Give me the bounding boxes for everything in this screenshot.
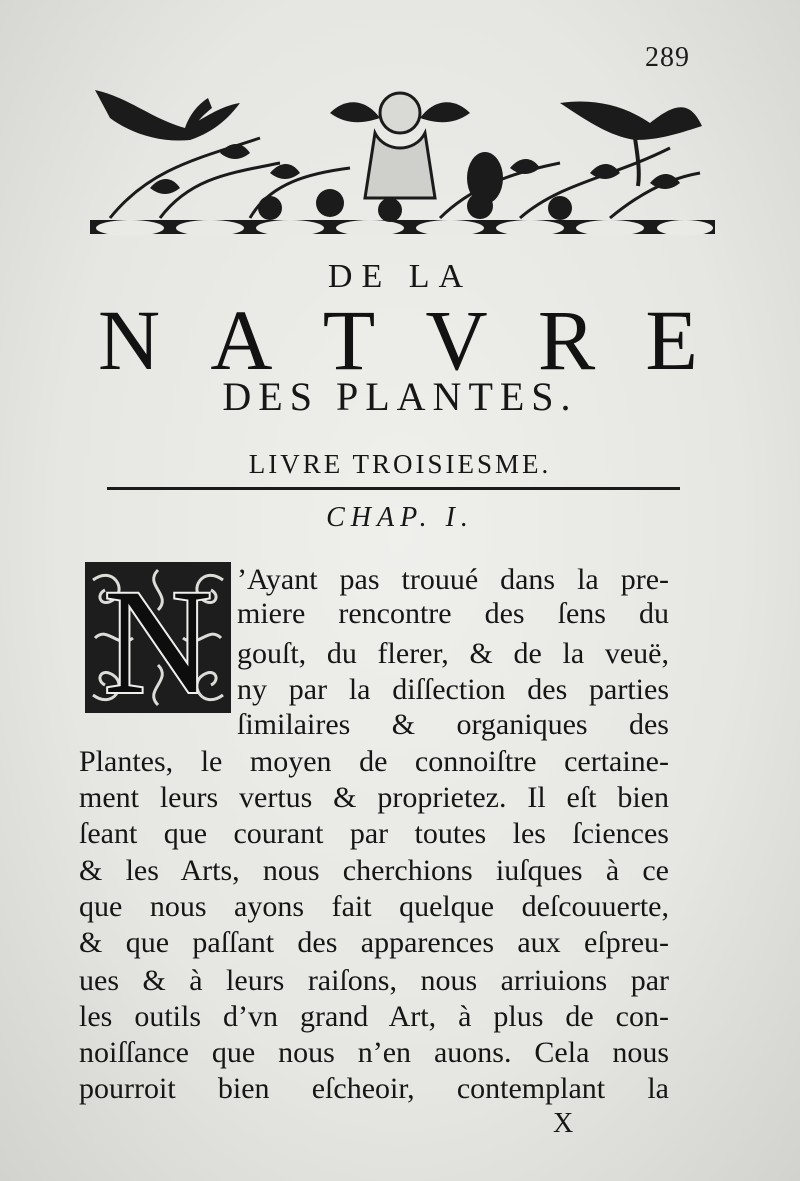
text-line: & que paſſant des apparences aux eſpreu- <box>79 926 669 959</box>
page-number: 289 <box>645 42 690 73</box>
title-line-des-plantes: DES PLANTES. <box>222 374 578 419</box>
title-letter: R <box>537 292 596 388</box>
text-line: ment leurs vertus & proprietez. Il eſt bien <box>79 781 669 814</box>
text-line: ’Ayant pas trouué dans la pre- <box>237 563 669 596</box>
text-line: ny par la diſſection des parties <box>237 673 669 706</box>
book-heading: LIVRE TROISIESME. <box>248 449 552 479</box>
floral-headpiece-icon <box>90 78 715 263</box>
drop-cap-letter: N <box>103 560 213 715</box>
title-letter: E <box>645 292 698 388</box>
signature-mark: X <box>553 1108 574 1139</box>
ornamental-drop-cap-icon <box>83 560 233 715</box>
text-line: ſeant que courant par toutes les ſciences <box>79 817 669 850</box>
text-line: Plantes, le moyen de connoiſtre certaine- <box>79 745 669 778</box>
heading-rule <box>107 487 680 490</box>
text-line: ues & à leurs raiſons, nous arriuions par <box>79 964 669 997</box>
text-line: & les Arts, nous cherchions iuſques à ce <box>79 854 669 887</box>
chapter-heading: CHAP. I. <box>326 502 474 533</box>
title-letter: N <box>98 292 161 388</box>
text-line: pourroit bien eſcheoir, contemplant la <box>79 1072 669 1105</box>
text-line: noiſſance que nous n’en auons. Cela nous <box>79 1036 669 1069</box>
title-letter: V <box>425 292 488 388</box>
title-letter: T <box>322 292 376 388</box>
title-letter: A <box>210 292 273 388</box>
text-line: les outils d’vn grand Art, à plus de con- <box>79 1000 669 1033</box>
title-line-de-la: DE LA <box>327 258 473 295</box>
text-line: ſimilaires & organiques des <box>237 708 669 741</box>
text-line: gouſt, du flerer, & de la veuë, <box>237 637 669 670</box>
text-line: miere rencontre des ſens du <box>237 597 669 630</box>
text-line: que nous ayons fait quelque deſcouuerte, <box>79 890 669 923</box>
